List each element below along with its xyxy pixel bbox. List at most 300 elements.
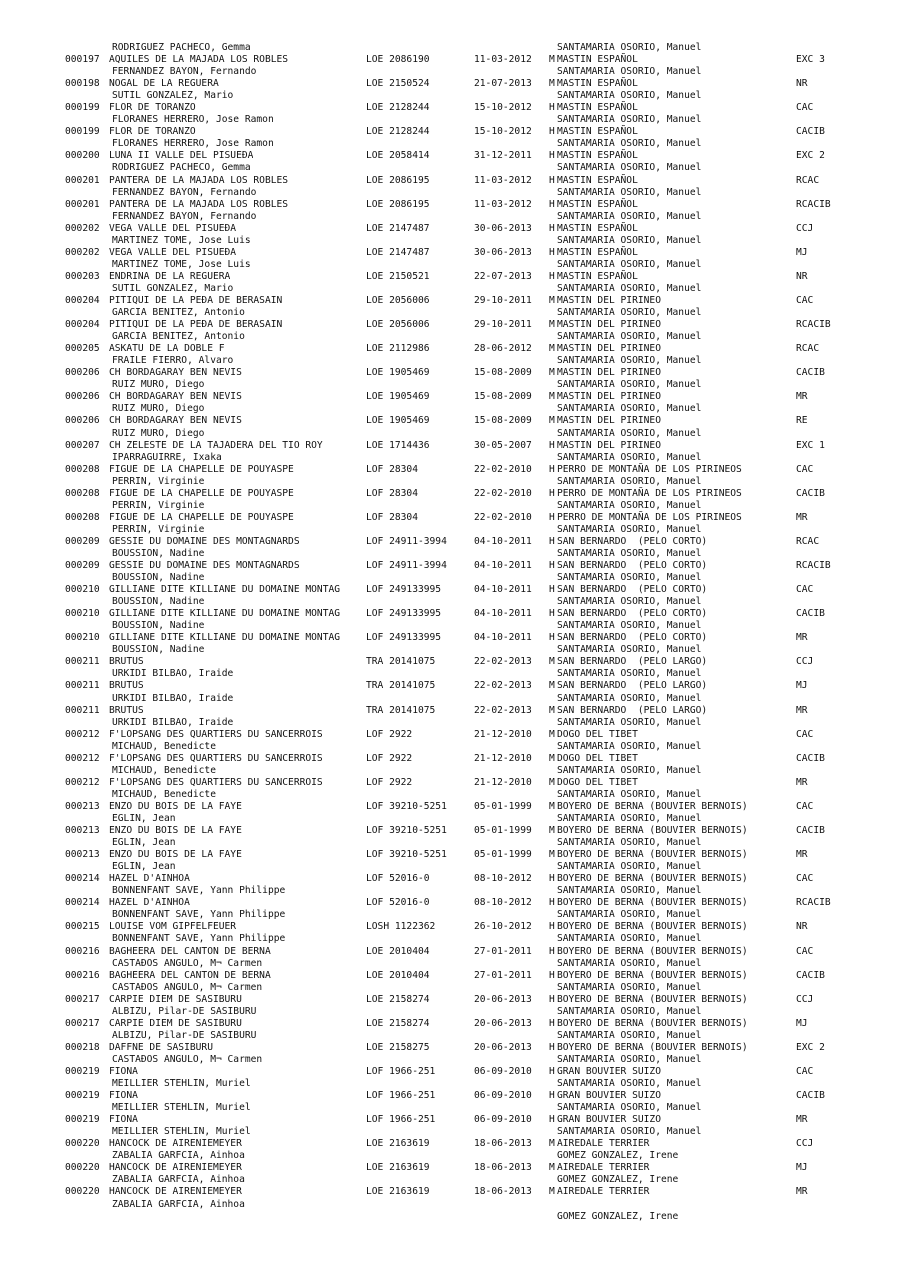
judge-name: SANTAMARIA OSORIO, Manuel xyxy=(557,692,702,704)
judge-name: SANTAMARIA OSORIO, Manuel xyxy=(557,210,702,222)
award-code: CACIB xyxy=(796,367,825,379)
breed-name: BOYERO DE BERNA (BOUVIER BERNOIS) xyxy=(557,993,748,1005)
birth-date: 11-03-2012 xyxy=(474,54,532,66)
dog-name: AQUILES DE LA MAJADA LOS ROBLES xyxy=(109,54,289,66)
award-code: CACIB xyxy=(796,126,825,138)
judge-name: SANTAMARIA OSORIO, Manuel xyxy=(557,427,702,439)
dog-name: FIGUE DE LA CHAPELLE DE POUYASPE xyxy=(109,487,294,499)
entry-sub-line xyxy=(0,1199,905,1211)
award-code: RCACIB xyxy=(796,198,831,210)
entry-main-line xyxy=(0,247,905,259)
entry-record xyxy=(0,175,905,199)
entry-record xyxy=(0,705,905,729)
birth-date: 15-10-2012 xyxy=(474,126,532,138)
entry-sub-line xyxy=(0,765,905,777)
entry-sub-line xyxy=(0,355,905,367)
owner-name: MEILLIER STEHLIN, Muriel xyxy=(112,1102,251,1114)
entry-main-line xyxy=(0,440,905,452)
birth-date: 04-10-2011 xyxy=(474,608,532,620)
entry-main-line xyxy=(0,1042,905,1054)
entry-main-line xyxy=(0,849,905,861)
entry-sub-line xyxy=(0,1030,905,1042)
award-code: MR xyxy=(796,632,808,644)
registration-number: LOF 39210-5251 xyxy=(366,800,447,812)
entry-sub-line xyxy=(0,307,905,319)
owner-name: ZABALIA GARFCIA, Ainhoa xyxy=(112,1198,245,1210)
entry-number: 000205 xyxy=(65,343,100,355)
judge-name: SANTAMARIA OSORIO, Manuel xyxy=(557,114,702,126)
breed-name: MASTIN ESPAÑOL xyxy=(557,78,638,90)
breed-name: BOYERO DE BERNA (BOUVIER BERNOIS) xyxy=(557,825,748,837)
entry-record xyxy=(0,946,905,970)
entry-main-line xyxy=(0,584,905,596)
dog-name: F'LOPSANG DES QUARTIERS DU SANCERROIS xyxy=(109,752,323,764)
entry-number: 000214 xyxy=(65,897,100,909)
entry-sub-line xyxy=(0,933,905,945)
dog-name: BRUTUS xyxy=(109,680,144,692)
entry-record xyxy=(0,367,905,391)
entry-record xyxy=(0,753,905,777)
entry-record xyxy=(0,584,905,608)
entry-record xyxy=(0,199,905,223)
entry-record xyxy=(0,464,905,488)
entry-main-line xyxy=(0,753,905,765)
dog-name: BRUTUS xyxy=(109,656,144,668)
entry-record xyxy=(0,1114,905,1138)
sex-code: H xyxy=(549,632,555,644)
breed-name: MASTIN ESPAÑOL xyxy=(557,102,638,114)
award-code: NR xyxy=(796,921,808,933)
breed-name: MASTIN DEL PIRINEO xyxy=(557,391,661,403)
sex-code: H xyxy=(549,993,555,1005)
breed-name: PERRO DE MONTAÑA DE LOS PIRINEOS xyxy=(557,487,742,499)
judge-name: SANTAMARIA OSORIO, Manuel xyxy=(557,837,702,849)
entry-sub-line xyxy=(0,379,905,391)
entry-sub-line xyxy=(0,428,905,440)
owner-name: RUIZ MURO, Diego xyxy=(112,427,205,439)
owner-name: RUIZ MURO, Diego xyxy=(112,379,205,391)
entry-main-line xyxy=(0,1138,905,1150)
entry-record xyxy=(0,440,905,464)
entry-record xyxy=(0,608,905,632)
entry-number: 000207 xyxy=(65,439,100,451)
entry-number: 000216 xyxy=(65,945,100,957)
registration-number: LOF 52016-0 xyxy=(366,897,430,909)
owner-name: PERRIN, Virginie xyxy=(112,499,205,511)
breed-name: SAN BERNARDO (PELO LARGO) xyxy=(557,680,708,692)
breed-name: MASTIN ESPAÑOL xyxy=(557,174,638,186)
sex-code: H xyxy=(549,102,555,114)
judge-name: SANTAMARIA OSORIO, Manuel xyxy=(557,475,702,487)
birth-date: 08-10-2012 xyxy=(474,897,532,909)
birth-date: 30-05-2007 xyxy=(474,439,532,451)
breed-name: SAN BERNARDO (PELO CORTO) xyxy=(557,560,708,572)
entry-record xyxy=(0,1090,905,1114)
sex-code: M xyxy=(549,391,555,403)
sex-code: H xyxy=(549,921,555,933)
sex-code: H xyxy=(549,1090,555,1102)
award-code: CAC xyxy=(796,873,814,885)
award-code: CACIB xyxy=(796,752,825,764)
registration-number: LOE 1905469 xyxy=(366,391,430,403)
dog-name: GILLIANE DITE KILLIANE DU DOMAINE MONTAG xyxy=(109,584,341,596)
birth-date: 21-12-2010 xyxy=(474,728,532,740)
dog-name: FLOR DE TORANZO xyxy=(109,126,196,138)
entry-number: 000212 xyxy=(65,728,100,740)
registration-number: LOSH 1122362 xyxy=(366,921,436,933)
entry-main-line xyxy=(0,54,905,66)
registration-number: LOE 2056006 xyxy=(366,294,430,306)
award-code: CAC xyxy=(796,294,814,306)
breed-name: PERRO DE MONTAÑA DE LOS PIRINEOS xyxy=(557,511,742,523)
registration-number: LOF 28304 xyxy=(366,487,418,499)
birth-date: 28-06-2012 xyxy=(474,343,532,355)
breed-name: SAN BERNARDO (PELO CORTO) xyxy=(557,535,708,547)
judge-name: SANTAMARIA OSORIO, Manuel xyxy=(557,379,702,391)
judge-name: SANTAMARIA OSORIO, Manuel xyxy=(557,1126,702,1138)
breed-name: AIREDALE TERRIER xyxy=(557,1138,650,1150)
owner-name: URKIDI BILBAO, Iraide xyxy=(112,716,234,728)
judge-name: SANTAMARIA OSORIO, Manuel xyxy=(557,813,702,824)
breed-name: GRAN BOUVIER SUIZO xyxy=(557,1114,661,1126)
entry-sub-line xyxy=(0,837,905,849)
owner-name: BONNENFANT SAVE, Yann Philippe xyxy=(112,933,286,945)
entry-sub-line xyxy=(0,909,905,921)
entry-number: 000212 xyxy=(65,776,100,788)
entry-record xyxy=(0,1066,905,1090)
sex-code: H xyxy=(549,246,555,258)
entry-main-line xyxy=(0,367,905,379)
entry-sub-line xyxy=(0,331,905,343)
registration-number: TRA 20141075 xyxy=(366,656,436,668)
registration-number: LOE 2128244 xyxy=(366,126,430,138)
dog-name: F'LOPSANG DES QUARTIERS DU SANCERROIS xyxy=(109,776,323,788)
sex-code: H xyxy=(549,198,555,210)
entry-main-line xyxy=(0,1066,905,1078)
owner-name: RUIZ MURO, Diego xyxy=(112,403,205,415)
sex-code: H xyxy=(549,1114,555,1126)
registration-number: LOF 24911-3994 xyxy=(366,560,447,572)
judge-name: SANTAMARIA OSORIO, Manuel xyxy=(557,933,702,945)
entry-sub-line xyxy=(0,885,905,897)
birth-date: 26-10-2012 xyxy=(474,921,532,933)
entry-main-line xyxy=(0,825,905,837)
entry-sub-line xyxy=(0,452,905,464)
entry-record xyxy=(0,536,905,560)
entry-main-line xyxy=(0,705,905,717)
breed-name: BOYERO DE BERNA (BOUVIER BERNOIS) xyxy=(557,921,748,933)
dog-name: PANTERA DE LA MAJADA LOS ROBLES xyxy=(109,198,289,210)
entry-main-line xyxy=(0,150,905,162)
dog-name: HANCOCK DE AIRENIEMEYER xyxy=(109,1186,242,1198)
judge-name: SANTAMARIA OSORIO, Manuel xyxy=(557,90,702,102)
registration-number: LOE 2147487 xyxy=(366,222,430,234)
entry-sub-line xyxy=(0,1078,905,1090)
entry-number: 000203 xyxy=(65,270,100,282)
entry-number: 000219 xyxy=(65,1114,100,1126)
owner-name: FLORANES HERRERO, Jose Ramon xyxy=(112,114,274,126)
owner-name: MICHAUD, Benedicte xyxy=(112,788,216,800)
breed-name: SAN BERNARDO (PELO CORTO) xyxy=(557,632,708,644)
entry-number: 000201 xyxy=(65,198,100,210)
entry-number: 000211 xyxy=(65,656,100,668)
award-code: CCJ xyxy=(796,993,814,1005)
registration-number: LOF 2922 xyxy=(366,752,413,764)
sex-code: H xyxy=(549,487,555,499)
entry-record xyxy=(0,656,905,680)
footer-line xyxy=(0,1211,905,1223)
dog-name: ENZO DU BOIS DE LA FAYE xyxy=(109,849,242,861)
entry-record xyxy=(0,777,905,801)
judge-name: SANTAMARIA OSORIO, Manuel xyxy=(557,234,702,246)
entry-main-line xyxy=(0,994,905,1006)
owner-name: GARCIA BENITEZ, Antonio xyxy=(112,331,245,343)
breed-name: AIREDALE TERRIER xyxy=(557,1162,650,1174)
judge-name: SANTAMARIA OSORIO, Manuel xyxy=(557,331,702,343)
dog-name: ENDRINA DE LA REGUERA xyxy=(109,270,231,282)
breed-name: MASTIN DEL PIRINEO xyxy=(557,319,661,331)
birth-date: 04-10-2011 xyxy=(474,584,532,596)
breed-name: BOYERO DE BERNA (BOUVIER BERNOIS) xyxy=(557,849,748,861)
award-code: CACIB xyxy=(796,1090,825,1102)
entry-record xyxy=(0,343,905,367)
owner-name: MEILLIER STEHLIN, Muriel xyxy=(112,1078,251,1090)
registration-number: LOF 249133995 xyxy=(366,584,442,596)
dog-name: PITIQUI DE LA PEÐA DE BERASAIN xyxy=(109,319,283,331)
dog-name: CH ZELESTE DE LA TAJADERA DEL TIO ROY xyxy=(109,439,323,451)
owner-name: GARCIA BENITEZ, Antonio xyxy=(112,307,245,319)
registration-number: TRA 20141075 xyxy=(366,680,436,692)
sex-code: M xyxy=(549,319,555,331)
breed-name: DOGO DEL TIBET xyxy=(557,776,638,788)
judge-name: SANTAMARIA OSORIO, Manuel xyxy=(557,1102,702,1114)
owner-name: URKIDI BILBAO, Iraide xyxy=(112,692,234,704)
registration-number: LOE 2163619 xyxy=(366,1186,430,1198)
entry-number: 000211 xyxy=(65,680,100,692)
entry-number: 000210 xyxy=(65,608,100,620)
entry-sub-line xyxy=(0,1174,905,1186)
breed-name: BOYERO DE BERNA (BOUVIER BERNOIS) xyxy=(557,873,748,885)
dog-name: LOUISE VOM GIPFELFEUER xyxy=(109,921,237,933)
birth-date: 22-02-2010 xyxy=(474,487,532,499)
sex-code: H xyxy=(549,608,555,620)
award-code: NR xyxy=(796,270,808,282)
award-code: RCACIB xyxy=(796,560,831,572)
owner-name: EGLIN, Jean xyxy=(112,861,176,873)
dog-name: PANTERA DE LA MAJADA LOS ROBLES xyxy=(109,174,289,186)
registration-number: LOE 2147487 xyxy=(366,246,430,258)
owner-name: FLORANES HERRERO, Jose Ramon xyxy=(112,138,274,150)
sex-code: M xyxy=(549,294,555,306)
entry-number: 000215 xyxy=(65,921,100,933)
entry-number: 000209 xyxy=(65,560,100,572)
registration-number: LOE 1905469 xyxy=(366,367,430,379)
award-code: CACIB xyxy=(796,487,825,499)
entry-sub-line xyxy=(0,1054,905,1066)
birth-date: 22-02-2013 xyxy=(474,704,532,716)
registration-number: TRA 20141075 xyxy=(366,704,436,716)
award-code: MR xyxy=(796,704,808,716)
breed-name: MASTIN DEL PIRINEO xyxy=(557,294,661,306)
registration-number: LOE 2150524 xyxy=(366,78,430,90)
sex-code: M xyxy=(549,78,555,90)
birth-date: 05-01-1999 xyxy=(474,800,532,812)
owner-name: CASTAÐOS ANGULO, M¬ Carmen xyxy=(112,981,263,993)
entry-record xyxy=(0,54,905,78)
judge-name: SANTAMARIA OSORIO, Manuel xyxy=(557,451,702,463)
breed-name: AIREDALE TERRIER xyxy=(557,1186,650,1198)
birth-date: 27-01-2011 xyxy=(474,969,532,981)
award-code: RCAC xyxy=(796,343,820,355)
registration-number: LOE 2056006 xyxy=(366,319,430,331)
dog-name: CARPIE DIEM DE SASIBURU xyxy=(109,1017,242,1029)
judge-name: SANTAMARIA OSORIO, Manuel xyxy=(557,596,702,608)
entry-number: 000206 xyxy=(65,391,100,403)
registration-number: LOE 2163619 xyxy=(366,1138,430,1150)
entry-sub-line xyxy=(0,620,905,632)
entry-record xyxy=(0,1186,905,1210)
judge-name: GOMEZ GONZALEZ, Irene xyxy=(557,1174,679,1186)
sex-code: M xyxy=(549,704,555,716)
award-code: EXC 2 xyxy=(796,150,825,162)
registration-number: LOF 39210-5251 xyxy=(366,849,447,861)
entry-main-line xyxy=(0,1186,905,1198)
breed-name: MASTIN DEL PIRINEO xyxy=(557,343,661,355)
entry-main-line xyxy=(0,175,905,187)
sex-code: M xyxy=(549,728,555,740)
judge-name: SANTAMARIA OSORIO, Manuel xyxy=(557,186,702,198)
entry-main-line xyxy=(0,946,905,958)
breed-name: BOYERO DE BERNA (BOUVIER BERNOIS) xyxy=(557,945,748,957)
entry-number: 000220 xyxy=(65,1186,100,1198)
entry-main-line xyxy=(0,777,905,789)
entry-record xyxy=(0,126,905,150)
entry-sub-line xyxy=(0,476,905,488)
dog-name: PITIQUI DE LA PEÐA DE BERASAIN xyxy=(109,294,283,306)
entry-main-line xyxy=(0,970,905,982)
entry-sub-line xyxy=(0,668,905,680)
owner-name: EGLIN, Jean xyxy=(112,813,176,824)
award-code: MJ xyxy=(796,680,808,692)
entry-main-line xyxy=(0,1018,905,1030)
sex-code: H xyxy=(549,897,555,909)
birth-date: 15-10-2012 xyxy=(474,102,532,114)
dog-name: FLOR DE TORANZO xyxy=(109,102,196,114)
award-code: CACIB xyxy=(796,608,825,620)
registration-number: LOE 2112986 xyxy=(366,343,430,355)
judge-name: SANTAMARIA OSORIO, Manuel xyxy=(557,162,702,174)
entry-main-line xyxy=(0,921,905,933)
registration-number: LOF 249133995 xyxy=(366,632,442,644)
entry-record xyxy=(0,994,905,1018)
sex-code: M xyxy=(549,825,555,837)
birth-date: 11-03-2012 xyxy=(474,198,532,210)
entry-sub-line xyxy=(0,114,905,126)
entry-record xyxy=(0,319,905,343)
dog-name: HAZEL D'AINHOA xyxy=(109,897,190,909)
header-line xyxy=(0,42,905,54)
birth-date: 15-08-2009 xyxy=(474,367,532,379)
entry-main-line xyxy=(0,897,905,909)
entry-main-line xyxy=(0,1162,905,1174)
award-code: CAC xyxy=(796,1065,814,1077)
dog-name: FIGUE DE LA CHAPELLE DE POUYASPE xyxy=(109,463,294,475)
birth-date: 29-10-2011 xyxy=(474,319,532,331)
entry-record xyxy=(0,921,905,945)
award-code: CACIB xyxy=(796,825,825,837)
entry-sub-line xyxy=(0,548,905,560)
judge-name: SANTAMARIA OSORIO, Manuel xyxy=(557,523,702,535)
award-code: CAC xyxy=(796,728,814,740)
entry-sub-line xyxy=(0,861,905,873)
award-code: NR xyxy=(796,78,808,90)
breed-name: MASTIN ESPAÑOL xyxy=(557,198,638,210)
entry-sub-line xyxy=(0,958,905,970)
entry-sub-line xyxy=(0,741,905,753)
breed-name: SAN BERNARDO (PELO LARGO) xyxy=(557,704,708,716)
judge-name: SANTAMARIA OSORIO, Manuel xyxy=(557,668,702,680)
sex-code: M xyxy=(549,776,555,788)
registration-number: LOE 2058414 xyxy=(366,150,430,162)
entry-main-line xyxy=(0,632,905,644)
birth-date: 15-08-2009 xyxy=(474,415,532,427)
sex-code: H xyxy=(549,439,555,451)
owner-name: CASTAÐOS ANGULO, M¬ Carmen xyxy=(112,957,263,969)
entry-record xyxy=(0,1018,905,1042)
birth-date: 21-12-2010 xyxy=(474,752,532,764)
award-code: CAC xyxy=(796,584,814,596)
registration-number: LOF 52016-0 xyxy=(366,873,430,885)
sex-code: H xyxy=(549,584,555,596)
dog-name: NOGAL DE LA REGUERA xyxy=(109,78,219,90)
owner-name: BONNENFANT SAVE, Yann Philippe xyxy=(112,909,286,921)
entry-number: 000198 xyxy=(65,78,100,90)
dog-name: CH BORDAGARAY BEN NEVIS xyxy=(109,415,242,427)
entry-main-line xyxy=(0,319,905,331)
birth-date: 22-02-2013 xyxy=(474,680,532,692)
entry-main-line xyxy=(0,295,905,307)
birth-date: 04-10-2011 xyxy=(474,535,532,547)
sex-code: M xyxy=(549,54,555,66)
owner-name: FRAILE FIERRO, Alvaro xyxy=(112,355,234,367)
entry-record xyxy=(0,223,905,247)
birth-date: 30-06-2013 xyxy=(474,246,532,258)
entry-number: 000208 xyxy=(65,487,100,499)
entry-main-line xyxy=(0,464,905,476)
entry-number: 000216 xyxy=(65,969,100,981)
entry-record xyxy=(0,849,905,873)
owner-name: RODRIGUEZ PACHECO, Gemma xyxy=(112,162,251,174)
dog-name: CH BORDAGARAY BEN NEVIS xyxy=(109,391,242,403)
sex-code: M xyxy=(549,415,555,427)
sex-code: M xyxy=(549,800,555,812)
entry-number: 000213 xyxy=(65,825,100,837)
birth-date: 20-06-2013 xyxy=(474,1041,532,1053)
entry-main-line xyxy=(0,1114,905,1126)
owner-name: SUTIL GONZALEZ, Mario xyxy=(112,90,234,102)
entry-record xyxy=(0,825,905,849)
entry-sub-line xyxy=(0,162,905,174)
birth-date: 31-12-2011 xyxy=(474,150,532,162)
entry-record xyxy=(0,970,905,994)
entry-record xyxy=(0,415,905,439)
entry-sub-line xyxy=(0,693,905,705)
owner-name: PERRIN, Virginie xyxy=(112,523,205,535)
birth-date: 04-10-2011 xyxy=(474,632,532,644)
registration-number: LOE 2010404 xyxy=(366,945,430,957)
owner-name: RODRIGUEZ PACHECO, Gemma xyxy=(112,42,251,53)
registration-number: LOE 2158274 xyxy=(366,1017,430,1029)
